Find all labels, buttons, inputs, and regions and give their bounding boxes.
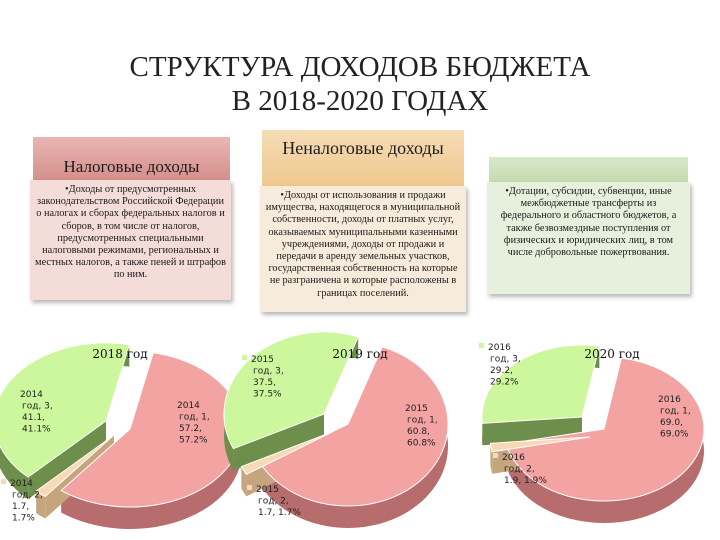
chart-3-label-3-line-3: 29.2, xyxy=(490,366,513,376)
chart-3-title: 2020 год xyxy=(584,347,640,361)
chart-3-label-3-line-1: 2016 xyxy=(488,343,511,353)
chart-1-label-2-line-4: 1.7% xyxy=(12,513,35,524)
chart-3-label-3-line-4: 29.2% xyxy=(490,377,519,388)
chart-2-label-1-line-3: 60.8, xyxy=(407,427,430,437)
non-tax-income-heading: Неналоговые доходы xyxy=(262,130,464,187)
chart-1-label-3-line-4: 41.1% xyxy=(22,424,51,435)
chart-1-label-1-line-1: 2014 xyxy=(177,401,200,411)
chart-2-label-1-marker xyxy=(396,404,401,409)
chart-1-title: 2018 год xyxy=(92,347,148,361)
chart-3-label-1-marker xyxy=(649,395,654,400)
chart-2-label-1-line-2: год, 1, xyxy=(407,415,438,426)
tax-income-heading: Налоговые доходы xyxy=(33,137,230,181)
chart-1-label-2-marker xyxy=(1,479,6,484)
chart-2-label-3-line-2: год, 3, xyxy=(253,366,284,377)
chart-2-label-2-marker xyxy=(247,485,252,490)
chart-1-label-3-line-3: 41.1, xyxy=(22,413,45,423)
chart-3-label-1-line-2: год, 1, xyxy=(660,406,691,417)
chart-2-label-2-line-3: 1.7, 1.7% xyxy=(258,508,301,518)
chart-1-label-2-line-3: 1.7, xyxy=(12,502,30,512)
gratuitous-income-description: •Дотации, субсидии, субвенции, иные межбюджетные трансферты из федерального и областного бюджетов, а также безвозмездные поступления от физических и юридических лиц, в том числе добровольные пожертвования. xyxy=(487,182,690,294)
chart-3-label-2-marker xyxy=(493,453,498,458)
tax-income-description: •Доходы от предусмотренных законодательством Российской Федерации о налогах и сборах федеральных налогов и сборов, в том числе от налогов, предусмотренных специальными налоговыми режимами, региональных и местных налогов, а также пеней и штрафов по ним. xyxy=(30,180,231,300)
chart-1-label-3-line-1: 2014 xyxy=(20,390,43,400)
chart-1-label-3-marker xyxy=(11,390,16,395)
chart-3-label-2-line-3: 1.9, 1.9% xyxy=(504,476,547,486)
chart-3-label-3-marker xyxy=(479,343,484,348)
chart-1-label-2-line-1: 2014 xyxy=(10,479,33,489)
chart-1-label-1-line-2: год, 1, xyxy=(179,412,210,423)
chart-2-label-2-line-1: 2015 xyxy=(256,485,279,495)
title-line-2: В 2018-2020 ГОДАХ xyxy=(231,85,489,117)
chart-2-label-2-line-2: год, 2, xyxy=(258,496,289,507)
chart-3-label-2-line-2: год, 2, xyxy=(504,464,535,475)
title-line-1: СТРУКТУРА ДОХОДОВ БЮДЖЕТА xyxy=(129,51,591,83)
chart-1-label-2-line-2: год, 2, xyxy=(12,490,43,501)
chart-1-label-1-line-4: 57.2% xyxy=(179,435,208,446)
chart-3-label-1-line-4: 69.0% xyxy=(660,429,689,440)
chart-3-label-2-line-1: 2016 xyxy=(502,453,525,463)
chart-2-label-3-line-4: 37.5% xyxy=(253,389,282,400)
chart-1-label-3-line-2: год, 3, xyxy=(22,401,53,412)
chart-1-label-1-line-3: 57.2, xyxy=(179,424,202,434)
chart-2-label-3-line-3: 37.5, xyxy=(253,378,276,388)
chart-2-label-1-line-4: 60.8% xyxy=(407,438,436,449)
chart-1-label-1-marker xyxy=(168,401,173,406)
chart-3-label-1-line-1: 2016 xyxy=(658,395,681,405)
non-tax-income-description: •Доходы от использования и продажи имущества, находящегося в муниципальной собственности, доходы от платных услуг, оказываемых муниципальными казенными учреждениями, доходы от продажи и передачи в аренду земельных участков, государственная собственность на которые не разграничена и которые расположены в границах поселений. xyxy=(260,186,466,312)
chart-3-label-1-line-3: 69.0, xyxy=(660,418,683,428)
chart-2-label-3-line-1: 2015 xyxy=(251,355,274,365)
chart-3-label-3-line-2: год, 3, xyxy=(490,354,521,365)
chart-2-label-3-marker xyxy=(242,355,247,360)
chart-2-label-1-line-1: 2015 xyxy=(405,404,428,414)
chart-2-title: 2019 год xyxy=(332,347,388,361)
